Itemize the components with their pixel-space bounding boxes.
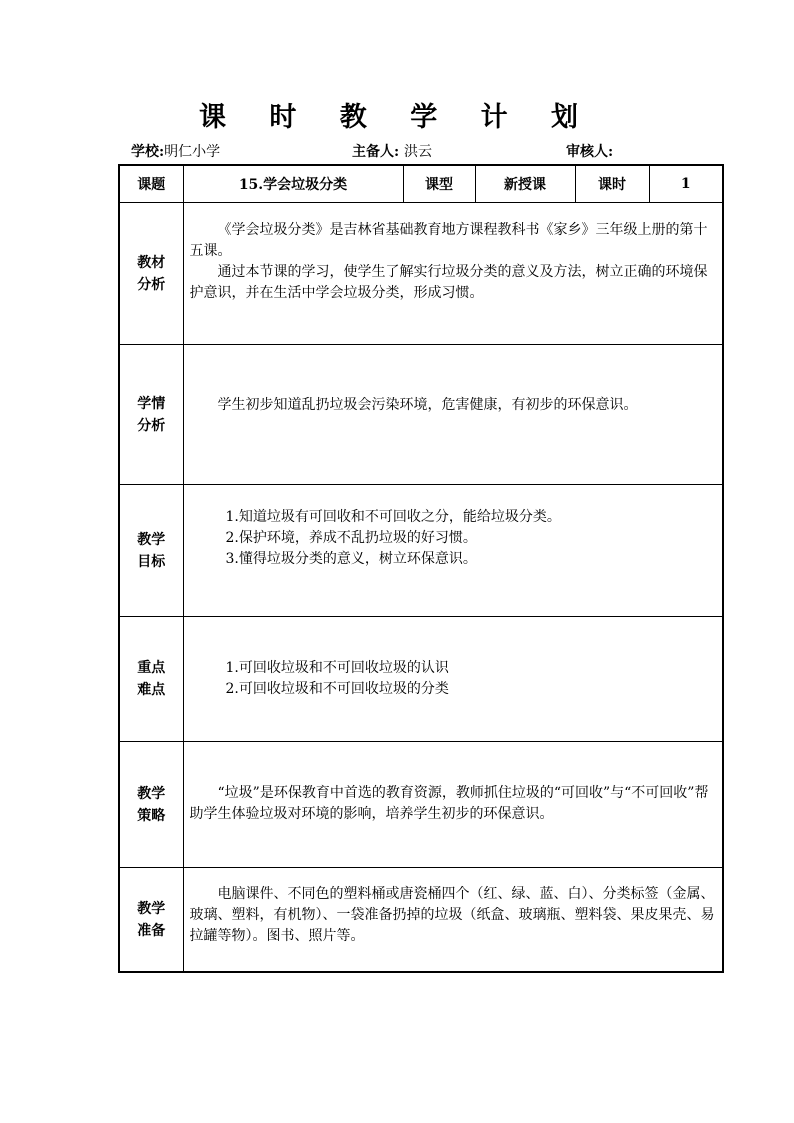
students-row — [119, 345, 723, 485]
keypoints-list — [190, 658, 719, 700]
prep-row — [119, 868, 723, 973]
goals-content — [183, 485, 723, 617]
prep-label: 教学 准备 — [119, 868, 183, 973]
strategy-paragraph-1: “垃圾”是环保教育中首选的教育资源，教师抓住垃圾的“可回收”与“不可回收”帮助学生体验垃圾对环境的影响，培养学生初步的环保意识。 — [189, 785, 709, 822]
period-value: 1 — [649, 165, 723, 203]
material-paragraph-1: 《学会垃圾分类》是吉林省基础教育地方课程教科书《家乡》三年级上册的第十五课。 — [189, 222, 708, 259]
school-label: 学校: — [131, 144, 165, 160]
keypoint-item-2: 2.可回收垃圾和不可回收垃圾的分类 — [225, 681, 449, 697]
preparer-value: 洪云 — [404, 144, 433, 160]
reviewer-label: 审核人: — [566, 144, 614, 160]
topic-label: 课题 — [119, 165, 183, 203]
topic-value: 15.学会垃圾分类 — [183, 165, 403, 203]
students-label: 学情 分析 — [119, 345, 183, 485]
keypoints-label: 重点 难点 — [119, 617, 183, 742]
type-value: 新授课 — [475, 165, 575, 203]
material-content — [183, 203, 723, 345]
goals-list — [190, 507, 719, 570]
prep-paragraph-1: 电脑课件、不同色的塑料桶或唐瓷桶四个（红、绿、蓝、白）、分类标签（金属、玻璃、塑料，有机物）、一袋准备扔掉的垃圾（纸盒、玻璃瓶、塑料袋、果皮果壳、易拉罐等物）。图书、照片等。 — [189, 886, 715, 944]
goals-row — [119, 485, 723, 617]
period-label: 课时 — [575, 165, 649, 203]
strategy-row — [119, 742, 723, 868]
strategy-content — [183, 742, 723, 868]
preparer-label: 主备人: — [352, 144, 400, 160]
keypoint-item-1: 1.可回收垃圾和不可回收垃圾的认识 — [225, 660, 449, 676]
reviewer-field — [566, 141, 613, 161]
header-row — [119, 165, 723, 203]
goal-item-2: 2.保护环境，养成不乱扔垃圾的好习惯。 — [225, 530, 477, 546]
material-label: 教材 分析 — [119, 203, 183, 345]
students-paragraph-1: 学生初步知道乱扔垃圾会污染环境，危害健康，有初步的环保意识。 — [217, 397, 638, 413]
school-field — [131, 141, 220, 161]
material-paragraph-2: 通过本节课的学习，使学生了解实行垃圾分类的意义及方法，树立正确的环境保护意识，并在生活中学会垃圾分类，形成习惯。 — [189, 264, 708, 301]
type-label: 课型 — [403, 165, 475, 203]
goal-item-1: 1.知道垃圾有可回收和不可回收之分，能给垃圾分类。 — [225, 509, 561, 525]
strategy-label: 教学 策略 — [119, 742, 183, 868]
keypoints-row — [119, 617, 723, 742]
preparer-field — [352, 141, 432, 161]
lesson-plan-table — [118, 164, 724, 973]
students-content — [183, 345, 723, 485]
school-value: 明仁小学 — [164, 144, 221, 160]
keypoints-content — [183, 617, 723, 742]
material-row — [119, 203, 723, 345]
goal-item-3: 3.懂得垃圾分类的意义，树立环保意识。 — [225, 551, 477, 567]
page-title: 课 时 教 学 计 划 — [199, 102, 595, 133]
prep-content — [183, 868, 723, 973]
goals-label: 教学 目标 — [119, 485, 183, 617]
